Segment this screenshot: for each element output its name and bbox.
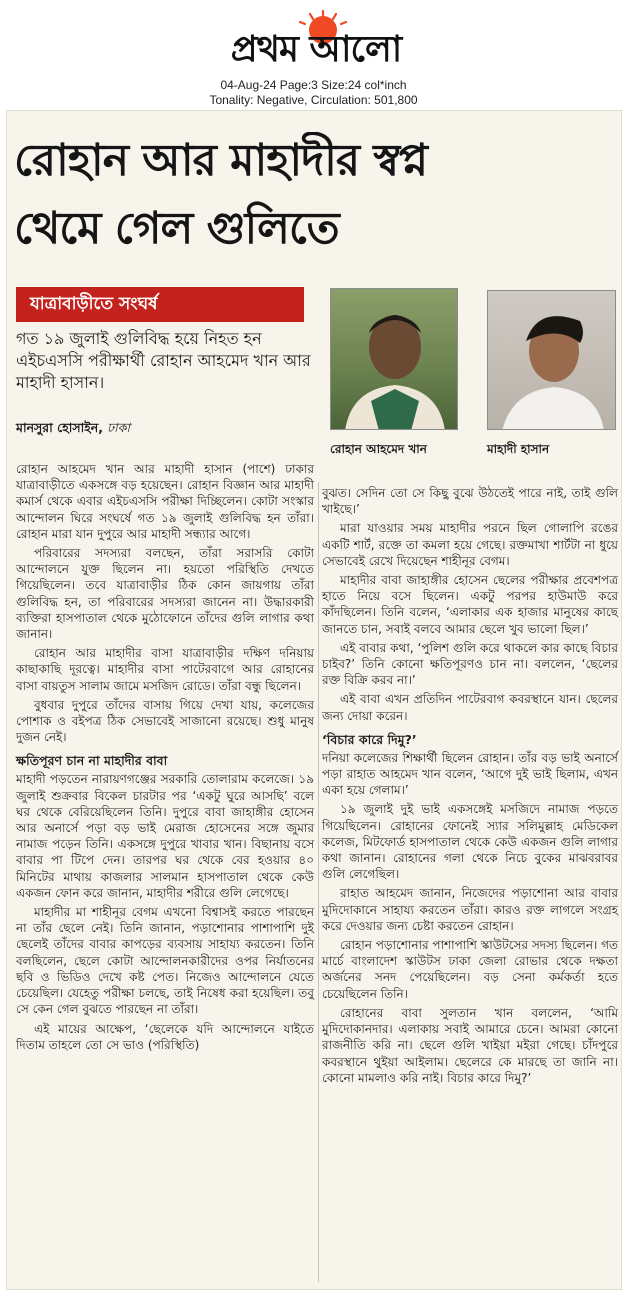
paragraph: রোহানের বাবা সুলতান খান বললেন, ‘আমি মুদিদোকানদার। এলাকায় সবাই আমারে চেনে। আমরা কোনো রাজনীতি করি না। ছেলে গুলি খাইয়া মইরা গেছে। চাঁদপুরে কবরস্থানে থুইয়া আইলাম। ছেলেরে কে মারছে তা জানি না। কোনো মামলাও করি নাই। বিচার কারে দিমু?’: [322, 1005, 618, 1085]
paragraph: দনিয়া কলেজের শিক্ষার্থী ছিলেন রোহান। তাঁর বড় ভাই অনার্সে পড়া রাহাত আহমেদ খান বলেন, ‘আগে দুই ভাই ছিলাম, এখন একা হয়ে গেলাম।’: [322, 750, 618, 798]
portrait-rohan-icon: [331, 289, 458, 430]
headline-line-2: থেমে গেল গুলিতে: [14, 203, 339, 254]
masthead: [0, 0, 627, 108]
paragraph: মাহাদীর মা শাহীনূর বেগম এখনো বিশ্বাসই করতে পারছেন না তাঁর ছেলে নেই। তিনি জানান, পড়াশোনার পাশাপাশি দুই ছেলেই তাঁদের বাবার কাপড়ের ব্যবসায় সাহায্য করতেন। তিনি বলছিলেন, ছেলে কোটা আন্দোলনকারীদের ওপর নির্যাতনের ছবি ও ভিডিও দেখে কষ্ট পেত। নিজেও আন্দোলনে যেতে চেয়েছিল। যেহেতু পরীক্ষা চলছে, তাই নিষেধ করা হয়েছিল। তবু সে কেন গেল বুঝতে পারছেন না তাঁরা।: [16, 905, 314, 1017]
clip-meta-size: 04-Aug-24 Page:3 Size:24 col*inch: [220, 78, 407, 92]
byline-place: ঢাকা: [106, 420, 131, 435]
paragraph: মাহাদীর বাবা জাহাঙ্গীর হোসেন ছেলের পরীক্ষার প্রবেশপত্র হাতে নিয়ে বসে ছিলেন। একটু পরপর হাউমাউ করে কাঁদছিলেন। তিনি বলেন, ‘এলাকার এক হাজার মানুষের কাছে জানতে চান, সবাই বলবে আমার ছেলে খুব ভালো ছিল।’: [322, 573, 618, 636]
prothom-alo-logo: [181, 10, 451, 72]
paragraph: বুধবার দুপুরে তাঁদের বাসায় গিয়ে দেখা যায়, কলেজের পোশাক ও বইপত্র ঠিক সেভাবেই সাজানো রয়েছে। শুধু মানুষ দুজন নেই।: [16, 697, 314, 745]
brand-name: প্রথম আলো: [230, 29, 402, 70]
paragraph: মারা যাওয়ার সময় মাহাদীর পরনে ছিল গোলাপি রঙের একটি শার্ট, রক্তে তা কমলা হয়ে গেছে। রক্তমাখা শার্টটা না ধুয়ে সেভাবেই রেখে দিয়েছেন শাহীনূর বেগম।: [322, 521, 618, 568]
byline-name: মানসুরা হোসাইন,: [16, 420, 103, 435]
body-column-right: [322, 485, 618, 1089]
paragraph: বুঝত। সেদিন তো সে কিছু বুঝে উঠতেই পারে নাই, তাই গুলি খাইছে।’: [322, 486, 618, 517]
photo-rohan: [330, 288, 458, 430]
photo-caption-rohan: রোহান আহমেদ খান: [330, 442, 427, 456]
paragraph: রোহান পড়াশোনার পাশাপাশি স্কাউটসের সদস্য ছিলেন। গত মার্চে বাংলাদেশ স্কাউটস ঢাকা জেলা রোভার থেকে দক্ষতা অর্জনের সনদ পেয়েছিলেন। বড় সেনা কর্মকর্তা হতে চেয়েছিলেন তিনি।: [322, 938, 618, 1001]
paragraph: পরিবারের সদস্যরা বলছেন, তাঁরা সরাসরি কোটা আন্দোলনে যুক্ত ছিলেন না। হয়তো পরিস্থিতি দেখতে গিয়েছিলেন। তবে যাত্রাবাড়ীর ঠিক কোন জায়গায় তাঁরা গুলিবিদ্ধ হন, তা পরিবারের সদস্যরা জানেন না। উদ্ধারকারী ব্যক্তিরা হাসপাতাল থেকে মুঠোফোনে তাঁদের গুলি লাগার কথা জানান।: [16, 546, 314, 642]
portrait-mahadi-icon: [488, 291, 616, 430]
photo-mahadi: [487, 290, 616, 430]
clip-meta-tonality: Tonality: Negative, Circulation: 501,800: [209, 93, 418, 107]
column-divider: [318, 482, 319, 1282]
article-deck: গত ১৯ জুলাই গুলিবিদ্ধ হয়ে নিহত হন এইচএসসি পরীক্ষার্থী রোহান আহমেদ খান আর মাহাদী হাসান।: [16, 329, 311, 392]
photo-caption-mahadi: মাহাদী হাসান: [487, 442, 550, 456]
paragraph: মাহাদী পড়তেন নারায়ণগঞ্জের সরকারি তোলারাম কলেজে। ১৯ জুলাই শুক্রবার বিকেল চারটার পর ‘একটু ঘুরে আসছি’ বলে ঘর থেকে বেরিয়েছিলেন তিনি। দুপুরে বাবা জাহাঙ্গীর হোসেন আর অনার্সে পড়া বড় ভাই মেরাজ হোসেনের সঙ্গে জুমার নামাজ পড়েন তিনি। একসঙ্গে দুপুরে খাবার খান। বিছানায় বসে বাবার পা টিপে দেন। তারপর ঘর থেকে বের হওয়ার ৪০ মিনিটের মাথায় কাজলার সালমান হাসপাতাল থেকে কেউ একজন ফোন করে জানান, মাহাদীর শরীরে গুলি লেগেছে।: [16, 772, 314, 900]
body-column-left: [16, 461, 314, 1056]
paragraph: ১৯ জুলাই দুই ভাই একসঙ্গেই মসজিদে নামাজ পড়তে গিয়েছিলেন। রোহানের ফোনেই স্যার সলিমুল্লাহ মেডিকেল কলেজ, মিটফোর্ড হাসপাতাল থেকে কেউ একজন গুলি লাগার কথা জানান। রোহানের গলা থেকে নিচে বুকের মাঝবরাবর গুলি লেগেছিল।: [322, 802, 618, 882]
paragraph: রোহান আহমেদ খান আর মাহাদী হাসান (পাশে) ঢাকার যাত্রাবাড়ীতে একসঙ্গে বড় হয়েছেন। রোহান বিজ্ঞান আর মাহাদী কমার্স থেকে এবার এইচএসসি পরীক্ষা দিচ্ছিলেন। কোটা সংস্কার আন্দোলন ঘিরে সংঘর্ষে গত ১৯ জুলাই গুলিবিদ্ধ হন তাঁরা। রোহান মারা যান দুপুরে আর মাহাদী সন্ধ্যার আগে।: [16, 462, 314, 541]
subhead-compensation: ক্ষতিপূরণ চান না মাহাদীর বাবা: [16, 753, 168, 769]
paragraph: এই বাবা এখন প্রতিদিন পাটেরবাগ কবরস্থানে যান। ছেলের জন্য দোয়া করেন।: [322, 692, 618, 723]
headline-line-1: রোহান আর মাহাদীর স্বপ্ন: [14, 135, 428, 186]
paragraph: রাহাত আহমেদ জানান, নিজেদের পড়াশোনা আর বাবার মুদিদোকানে সাহায্য করতেন তাঁরা। কারও রক্ত লাগলে সংগ্রহ করে দেওয়ার জন্য চেষ্টা করতেন রোহান।: [322, 886, 618, 933]
paragraph: এই বাবার কথা, ‘পুলিশ গুলি করে থাকলে কার কাছে বিচার চাইব?’ তিনি কোনো ক্ষতিপূরণও চান না। বললেন, ‘ছেলের রক্ত বিক্রি করব না।’: [322, 640, 618, 688]
paragraph: এই মায়ের আক্ষেপ, ‘ছেলেকে যদি আন্দোলনে যাইতে দিতাম তাহলে তো সে ভাও (পরিস্থিতি): [16, 1021, 314, 1052]
byline: [16, 420, 316, 436]
paragraph: রোহান আর মাহাদীর বাসা যাত্রাবাড়ীর দক্ষিণ দনিয়ায় কাছাকাছি দূরত্বে। মাহাদীর বাসা পাটেরবাগে আর রোহানের বাসা বায়তুস সালাম জামে মসজিদ রোডে। তাঁরা বন্ধু ছিলেন।: [16, 646, 314, 693]
subhead-justice: ‘বিচার কারে দিমু?’: [322, 731, 417, 747]
kicker-banner: যাত্রাবাড়ীতে সংঘর্ষ: [16, 287, 304, 322]
